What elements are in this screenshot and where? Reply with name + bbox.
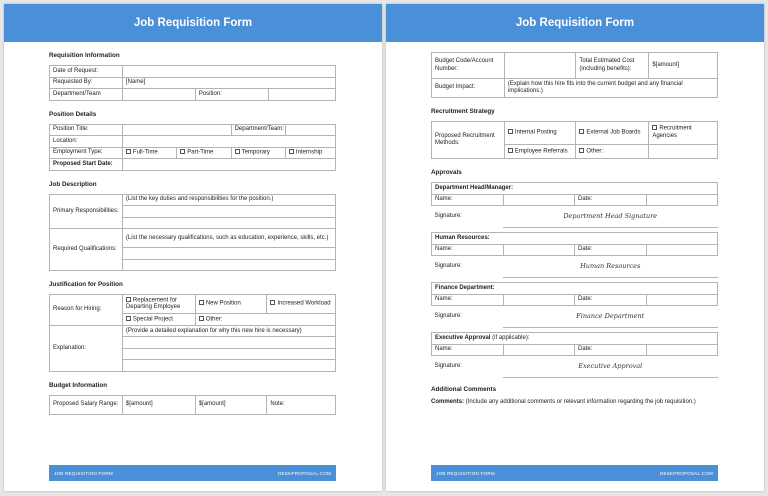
comments-label: Comments: [431,399,465,405]
required-qualifications-hint[interactable]: (List the necessary qualifications, such as education, experience, skills, etc.) [122,229,335,248]
approval-date-label: Date: [575,194,647,206]
temporary-option[interactable]: Temporary [231,147,285,159]
explanation-line[interactable] [122,360,335,372]
approval-title: Human Resources: [432,233,718,245]
approval-name-label: Name: [432,244,504,256]
recruitment-agencies-option[interactable]: Recruitment Agencies [649,122,718,145]
page-title: Job Requisition Form [4,4,382,42]
section-heading: Recruitment Strategy [431,108,495,115]
primary-responsibilities-line[interactable] [122,206,335,218]
other-method-option[interactable]: Other: [576,144,649,158]
part-time-option[interactable]: Part-Time [177,147,231,159]
approval-signature[interactable]: Department Head Signature [503,206,718,228]
approval-name-field[interactable] [503,244,575,256]
budget-code-field[interactable] [504,53,576,79]
position-label: Position: [195,89,268,101]
checkbox-icon[interactable] [652,125,657,130]
total-cost-label: Total Estimated Cost (including benefits): [576,53,649,79]
salary-min-field[interactable]: $[amount] [122,395,195,414]
approvals-container [431,182,718,378]
approval-name-field[interactable] [503,294,575,306]
special-project-option[interactable]: Special Project [122,314,195,326]
date-of-request-label: Date of Request: [50,66,123,78]
checkbox-icon[interactable] [235,149,240,154]
position-details-table [49,124,336,171]
department-team-field[interactable] [122,89,195,101]
salary-max-field[interactable]: $[amount] [195,395,267,414]
budget-impact-hint[interactable]: (Explain how this hire fits into the current budget and any financial implications.) [504,79,717,98]
employee-referrals-option[interactable]: Employee Referrals [504,144,576,158]
explanation-label: Explanation: [50,325,123,371]
required-qualifications-label: Required Qualifications: [50,229,123,271]
checkbox-icon[interactable] [579,129,584,134]
section-heading: Position Details [49,110,97,118]
department-label: Department/Team: [231,124,285,136]
comments-field[interactable] [431,399,718,407]
other-option[interactable]: Other: [195,314,335,326]
date-of-request-field[interactable] [122,66,335,78]
explanation-line[interactable] [122,348,335,360]
justification-table [49,294,336,372]
required-qualifications-line[interactable] [122,259,335,271]
approval-block [431,332,718,378]
approval-name-field[interactable] [503,344,575,356]
checkbox-icon[interactable] [126,297,131,302]
footer [431,465,718,481]
section-heading: Requisition Information [49,52,120,59]
checkbox-icon[interactable] [126,316,131,321]
requisition-info-table [49,65,336,101]
approval-block [431,282,718,328]
left-content [49,52,336,415]
note-field[interactable]: Note: [267,395,336,414]
approval-signature[interactable]: Human Resources [503,256,718,278]
footer [49,465,336,481]
required-qualifications-line[interactable] [122,248,335,260]
approval-signature[interactable]: Executive Approval [503,356,718,378]
approval-date-label: Date: [575,244,647,256]
department-field[interactable] [285,124,335,136]
approval-name-field[interactable] [503,194,575,206]
checkbox-icon[interactable] [180,149,185,154]
approval-title: Department Head/Manager: [432,183,718,195]
start-date-label: Proposed Start Date: [50,159,123,171]
page-left [4,4,382,491]
employment-type-label: Employment Type: [50,147,123,159]
blank-cell [649,144,718,158]
section-heading: Approvals [431,169,462,176]
explanation-hint[interactable]: (Provide a detailed explanation for why this new hire is necessary) [122,325,335,337]
approval-block [431,182,718,228]
full-time-option[interactable]: Full-Time [122,147,176,159]
approval-signature[interactable]: Finance Department [503,306,718,328]
footer-right: DESKPROPOSAL.COM [660,470,713,476]
external-boards-option[interactable]: External Job Boards [576,122,649,145]
page-right [386,4,764,491]
page-title: Job Requisition Form [386,4,764,42]
position-title-field[interactable] [122,124,231,136]
explanation-line[interactable] [122,337,335,349]
approval-date-field[interactable] [646,194,718,206]
primary-responsibilities-label: Primary Responsibilities: [50,194,123,229]
checkbox-icon[interactable] [289,149,294,154]
primary-responsibilities-line[interactable] [122,217,335,229]
primary-responsibilities-hint[interactable]: (List the key duties and responsibilities for the position.) [122,194,335,206]
approval-date-field[interactable] [646,244,718,256]
budget-code-label: Budget Code/Account Number: [432,53,505,79]
checkbox-icon[interactable] [199,316,204,321]
job-description-table [49,194,336,272]
checkbox-icon[interactable] [126,149,131,154]
new-position-option[interactable]: New Position [195,295,267,314]
right-content [431,52,718,407]
approval-name-label: Name: [432,344,504,356]
comments-hint: (Include any additional comments or relevant information regarding the job requisition.) [464,399,696,405]
salary-range-label: Proposed Salary Range: [50,395,123,414]
checkbox-icon[interactable] [579,148,584,153]
requested-by-field[interactable]: [Name] [122,77,335,89]
location-label: Location: [50,136,123,148]
approval-date-field[interactable] [646,344,718,356]
approval-name-label: Name: [432,194,504,206]
section-heading: Job Description [49,180,97,188]
reason-for-hiring-label: Reason for Hiring: [50,295,123,326]
approval-name-label: Name: [432,294,504,306]
internal-posting-option[interactable]: Internal Posting [504,122,576,145]
approval-signature-label: Signature: [434,313,462,320]
approval-title: Finance Department: [432,283,718,295]
section-heading: Budget Information [49,381,108,389]
replacement-option[interactable]: Replacement for Departing Employee [122,295,195,314]
approval-date-label: Date: [575,294,647,306]
budget-continued-table [431,52,718,98]
footer-left: JOB REQUISITION FORM [54,470,113,476]
internship-option[interactable]: Internship [285,147,335,159]
increased-workload-option[interactable]: Increased Workload [267,295,336,314]
approval-block [431,232,718,278]
budget-impact-label: Budget Impact: [432,79,505,98]
department-team-label: Department/Team [50,89,123,101]
section-heading: Justification for Position [49,281,123,289]
footer-right: DESKPROPOSAL.COM [278,470,331,476]
approval-date-field[interactable] [646,294,718,306]
position-field[interactable] [268,89,335,101]
location-field[interactable] [122,136,335,148]
start-date-field[interactable] [122,159,335,171]
checkbox-icon[interactable] [508,148,513,153]
section-heading: Additional Comments [431,386,497,393]
recruitment-table [431,121,718,159]
requested-by-label: Requested By: [50,77,123,89]
checkbox-icon[interactable] [199,300,204,305]
approval-signature-label: Signature: [434,363,462,370]
recruitment-methods-label: Proposed Recruitment Methods: [432,122,505,159]
approval-title: Executive Approval (if applicable): [432,333,718,345]
total-cost-field[interactable]: $[amount] [649,53,718,79]
position-title-label: Position Title: [50,124,123,136]
budget-table [49,395,336,415]
footer-left: JOB REQUISITION FORM [436,470,495,476]
approval-signature-label: Signature: [434,213,462,220]
approval-signature-label: Signature: [434,263,462,270]
checkbox-icon[interactable] [508,129,513,134]
approval-date-label: Date: [575,344,647,356]
checkbox-icon[interactable] [270,300,275,305]
